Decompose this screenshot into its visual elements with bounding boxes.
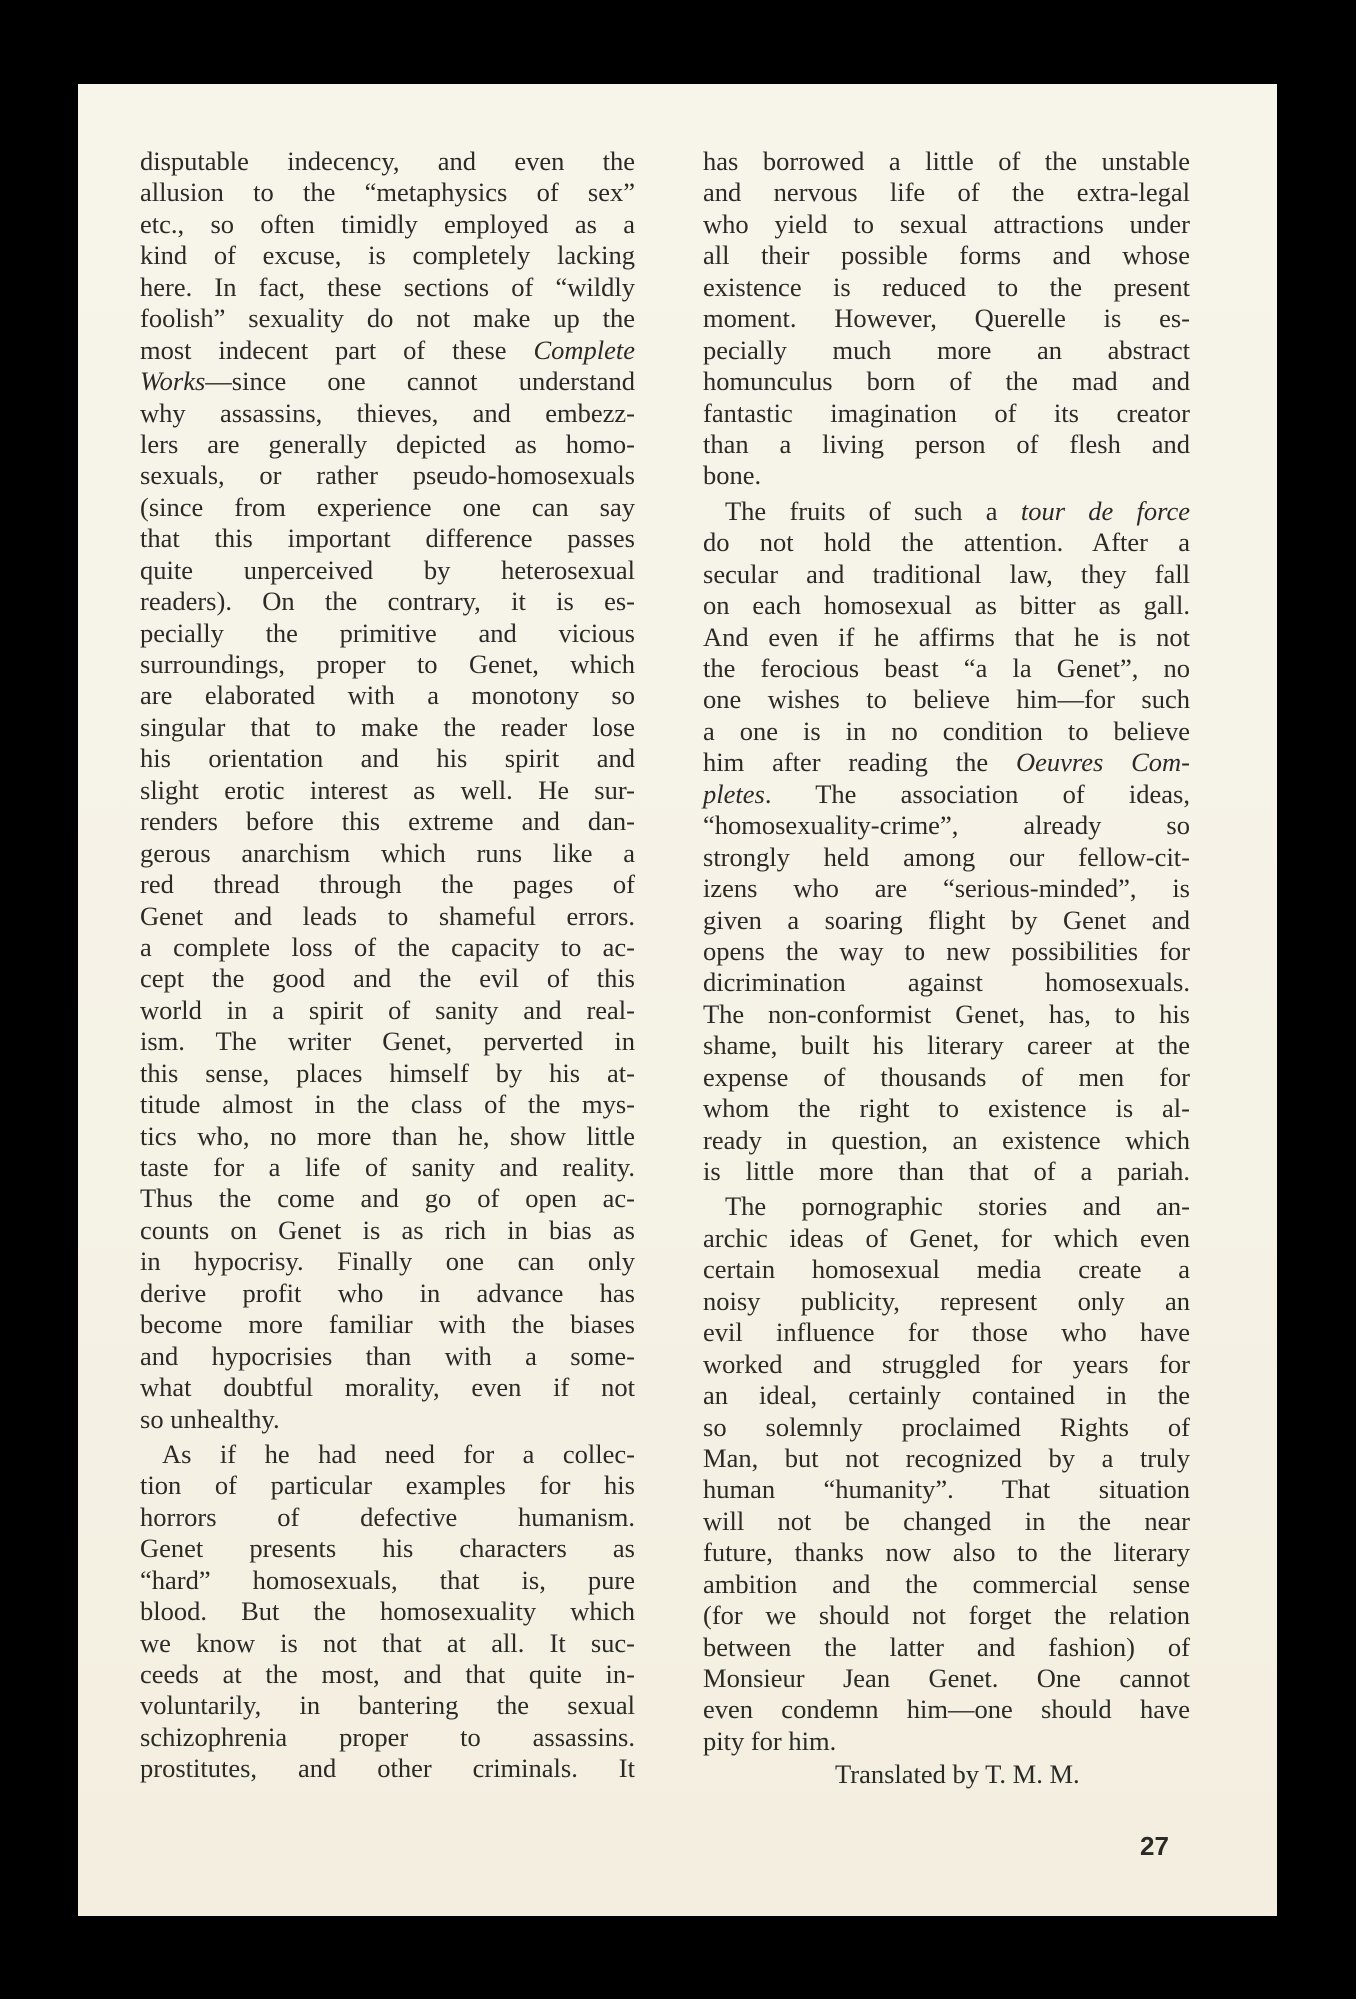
text-line: than a living person of flesh and <box>703 428 1190 459</box>
text-line: readers). On the contrary, it is es- <box>140 586 635 617</box>
text-line: etc., so often timidly employed as a <box>140 208 635 239</box>
text-line: we know is not that at all. It suc- <box>140 1627 635 1658</box>
text-line: “hard” homosexuals, that is, pure <box>140 1564 635 1595</box>
text-line: a complete loss of the capacity to ac- <box>140 931 635 962</box>
paragraph <box>140 146 635 1435</box>
text-line: red thread through the pages of <box>140 869 635 900</box>
text-line: who yield to sexual attractions under <box>703 208 1190 239</box>
paragraph <box>703 146 1190 492</box>
text-line: strongly held among our fellow-cit- <box>703 841 1190 872</box>
paragraph <box>703 1191 1190 1757</box>
italic-title: pletes <box>703 778 765 809</box>
text-line: is little more than that of a pariah. <box>703 1156 1190 1186</box>
text-line: tics who, no more than he, show little <box>140 1120 635 1151</box>
paragraph <box>140 1439 635 1785</box>
text-line: future, thanks now also to the literary <box>703 1537 1190 1568</box>
text-line: ready in question, an existence which <box>703 1124 1190 1155</box>
text-line: schizophrenia proper to assassins. <box>140 1721 635 1752</box>
text-line: dicrimination against homosexuals. <box>703 967 1190 998</box>
text-line: derive profit who in advance has <box>140 1277 635 1308</box>
text-line: taste for a life of sanity and reality. <box>140 1152 635 1182</box>
text-line: horrors of defective humanism. <box>140 1501 635 1532</box>
text-line: and nervous life of the extra-legal <box>703 177 1190 208</box>
text-line: all their possible forms and whose <box>703 240 1190 271</box>
text-line: titude almost in the class of the mys- <box>140 1089 635 1120</box>
text-line: has borrowed a little of the unstable <box>703 146 1190 176</box>
right-column <box>703 146 1190 1791</box>
text-line: surroundings, proper to Genet, which <box>140 649 635 679</box>
text-line: one wishes to believe him—for such <box>703 684 1190 715</box>
text-line: (since from experience one can say <box>140 491 635 522</box>
text-line: do not hold the attention. After a <box>703 527 1190 558</box>
text-line: Genet and leads to shameful errors. <box>140 900 635 931</box>
italic-title: Oeuvres Com- <box>1015 747 1190 778</box>
text-line: And even if he affirms that he is not <box>703 621 1190 652</box>
text-line: renders before this extreme and dan- <box>140 806 635 837</box>
text-line: ism. The writer Genet, perverted in <box>140 1026 635 1057</box>
text-line: a one is in no condition to believe <box>703 715 1190 746</box>
text-line: prostitutes, and other criminals. It <box>140 1753 635 1784</box>
text-line: what doubtful morality, even if not <box>140 1372 635 1403</box>
text-line: izens who are “serious-minded”, is <box>703 873 1190 904</box>
text-line: secular and traditional law, they fall <box>703 558 1190 589</box>
text-line: that this important difference passes <box>140 523 635 554</box>
text-line: noisy publicity, represent only an <box>703 1285 1190 1316</box>
text-line: given a soaring flight by Genet and <box>703 904 1190 935</box>
text-line: The fruits of such a tour de force <box>725 495 1190 526</box>
text-line: allusion to the “metaphysics of sex” <box>140 177 635 208</box>
italic-title: tour de force <box>1020 495 1190 526</box>
text-line: expense of thousands of men for <box>703 1061 1190 1092</box>
text-line: kind of excuse, is completely lacking <box>140 240 635 271</box>
text-line: The pornographic stories and an- <box>725 1191 1190 1222</box>
left-column <box>140 146 635 1785</box>
text-line: his orientation and his spirit and <box>140 743 635 774</box>
text-line: pity for him. <box>703 1725 837 1756</box>
text-line: so solemnly proclaimed Rights of <box>703 1411 1190 1442</box>
text-line: singular that to make the reader lose <box>140 711 635 742</box>
text-line: bone. <box>703 460 762 491</box>
text-line: him after reading the Oeuvres Com- <box>703 747 1190 778</box>
page-number: 27 <box>1140 1831 1169 1861</box>
text-line: are elaborated with a monotony so <box>140 680 635 711</box>
text-line: ambition and the commercial sense <box>703 1568 1190 1599</box>
text-line: As if he had need for a collec- <box>162 1438 635 1469</box>
text-line: pletes. The association of ideas, <box>703 778 1190 809</box>
text-line: whom the right to existence is al- <box>703 1093 1190 1124</box>
text-line: here. In fact, these sections of “wildly <box>140 271 635 302</box>
text-line: voluntarily, in bantering the sexual <box>140 1690 635 1721</box>
text-line: most indecent part of these Complete <box>140 334 635 365</box>
text-line: gerous anarchism which runs like a <box>140 837 635 868</box>
text-line: Genet presents his characters as <box>140 1533 635 1564</box>
text-line: this sense, places himself by his at- <box>140 1057 635 1088</box>
text-line: between the latter and fashion) of <box>703 1631 1190 1662</box>
text-line: archic ideas of Genet, for which even <box>703 1222 1190 1253</box>
italic-title: Complete <box>533 334 635 365</box>
text-line: evil influence for those who have <box>703 1317 1190 1348</box>
text-line: homunculus born of the mad and <box>703 366 1190 397</box>
text-line: Man, but not recognized by a truly <box>703 1442 1190 1473</box>
text-line: on each homosexual as bitter as gall. <box>703 590 1190 621</box>
text-line: blood. But the homosexuality which <box>140 1596 635 1627</box>
text-line: so unhealthy. <box>140 1403 280 1434</box>
paragraph <box>703 496 1190 1188</box>
text-line: fantastic imagination of its creator <box>703 397 1190 428</box>
text-line: worked and struggled for years for <box>703 1348 1190 1379</box>
text-line: sexuals, or rather pseudo-homosexuals <box>140 460 635 491</box>
text-line: (for we should not forget the relation <box>703 1600 1190 1631</box>
text-line: world in a spirit of sanity and real- <box>140 994 635 1025</box>
text-line: will not be changed in the near <box>703 1505 1190 1536</box>
italic-title: Works <box>140 366 206 397</box>
text-line: The non-conformist Genet, has, to his <box>703 998 1190 1029</box>
text-line: disputable indecency, and even the <box>140 146 635 176</box>
text-line: foolish” sexuality do not make up the <box>140 303 635 334</box>
text-line: even condemn him—one should have <box>703 1694 1190 1725</box>
text-line: ceeds at the most, and that quite in- <box>140 1659 635 1689</box>
text-line: and hypocrisies than with a some- <box>140 1340 635 1371</box>
text-line: opens the way to new possibilities for <box>703 935 1190 966</box>
text-line: in hypocrisy. Finally one can only <box>140 1246 635 1277</box>
magazine-page <box>78 84 1277 1916</box>
text-line: become more familiar with the biases <box>140 1309 635 1340</box>
text-line: cept the good and the evil of this <box>140 963 635 994</box>
text-line: an ideal, certainly contained in the <box>703 1380 1190 1411</box>
text-line: quite unperceived by heterosexual <box>140 554 635 585</box>
text-line: pecially much more an abstract <box>703 334 1190 365</box>
text-line: the ferocious beast “a la Genet”, no <box>703 653 1190 683</box>
text-line: Works—since one cannot understand <box>140 366 635 397</box>
text-line: slight erotic interest as well. He sur- <box>140 774 635 805</box>
text-line: tion of particular examples for his <box>140 1470 635 1501</box>
translator-credit: Translated by T. M. M. <box>835 1759 1080 1790</box>
text-line: counts on Genet is as rich in bias as <box>140 1214 635 1245</box>
text-line: human “humanity”. That situation <box>703 1474 1190 1505</box>
text-line: “homosexuality-crime”, already so <box>703 810 1190 841</box>
text-line: shame, built his literary career at the <box>703 1030 1190 1061</box>
text-line: Thus the come and go of open ac- <box>140 1183 635 1214</box>
text-line: existence is reduced to the present <box>703 271 1190 302</box>
text-line: Monsieur Jean Genet. One cannot <box>703 1663 1190 1693</box>
text-line: moment. However, Querelle is es- <box>703 303 1190 334</box>
text-line: lers are generally depicted as homo- <box>140 428 635 459</box>
text-line: pecially the primitive and vicious <box>140 617 635 648</box>
text-line: certain homosexual media create a <box>703 1254 1190 1285</box>
text-line: why assassins, thieves, and embezz- <box>140 397 635 428</box>
